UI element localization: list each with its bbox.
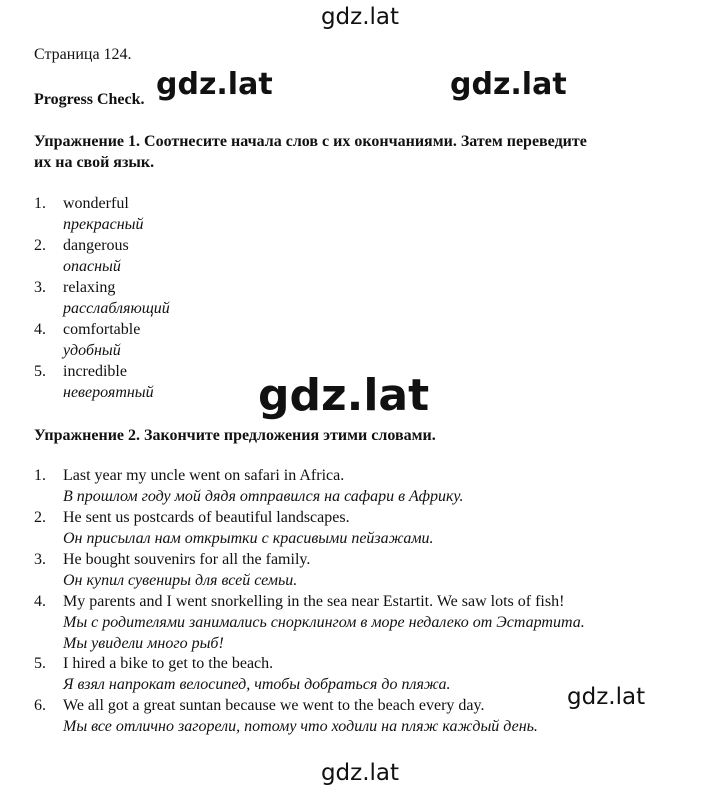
item-number: 1.	[34, 467, 46, 484]
russian-translation: Мы с родителями занимались снорклингом в море недалеко от Эстартита.	[63, 614, 585, 631]
english-sentence: My parents and I went snorkelling in the sea near Estartit. We saw lots of fish!	[63, 593, 565, 610]
russian-translation-continued: Мы увидели много рыб!	[63, 635, 224, 652]
english-word: incredible	[63, 363, 127, 380]
exercise-2-title: Упражнение 2. Закончите предложения этими словами.	[34, 427, 436, 444]
watermark-bottom: gdz.lat	[320, 760, 400, 786]
english-sentence: He sent us postcards of beautiful landscapes.	[63, 509, 350, 526]
item-number: 4.	[34, 593, 46, 610]
russian-translation: Он присылал нам открытки с красивыми пейзажами.	[63, 530, 434, 547]
russian-translation: Он купил сувениры для всей семьи.	[63, 572, 298, 589]
watermark-center: gdz.lat	[258, 370, 430, 421]
russian-translation: прекрасный	[63, 216, 144, 233]
item-number: 3.	[34, 551, 46, 568]
russian-translation: невероятный	[63, 384, 154, 401]
english-sentence: He bought souvenirs for all the family.	[63, 551, 311, 568]
english-sentence: Last year my uncle went on safari in Africa.	[63, 467, 345, 484]
english-word: comfortable	[63, 321, 141, 338]
watermark-top: gdz.lat	[320, 4, 400, 30]
section-title: Progress Check.	[34, 91, 145, 108]
russian-translation: Я взял напрокат велосипед, чтобы добраться до пляжа.	[63, 676, 451, 693]
item-number: 2.	[34, 509, 46, 526]
english-sentence: We all got a great suntan because we went to the beach every day.	[63, 697, 485, 714]
russian-translation: расслабляющий	[63, 300, 170, 317]
item-number: 4.	[34, 321, 46, 338]
english-word: wonderful	[63, 195, 129, 212]
item-number: 2.	[34, 237, 46, 254]
item-number: 6.	[34, 697, 46, 714]
item-number: 5.	[34, 655, 46, 672]
exercise-1-title: Упражнение 1. Соотнесите начала слов с их окончаниями. Затем переведите их на свой язык.	[34, 133, 587, 171]
russian-translation: опасный	[63, 258, 121, 275]
watermark-inline-left: gdz.lat	[156, 67, 273, 102]
english-sentence: I hired a bike to get to the beach.	[63, 655, 274, 672]
english-word: relaxing	[63, 279, 116, 296]
watermark-inline-right: gdz.lat	[450, 67, 567, 102]
russian-translation: удобный	[63, 342, 121, 359]
item-number: 5.	[34, 363, 46, 380]
watermark-right: gdz.lat	[567, 684, 646, 710]
item-number: 1.	[34, 195, 46, 212]
english-word: dangerous	[63, 237, 129, 254]
item-number: 3.	[34, 279, 46, 296]
russian-translation: Мы все отлично загорели, потому что ходили на пляж каждый день.	[63, 718, 538, 735]
russian-translation: В прошлом году мой дядя отправился на сафари в Африку.	[63, 488, 464, 505]
page-number-label: Страница 124.	[34, 46, 132, 63]
